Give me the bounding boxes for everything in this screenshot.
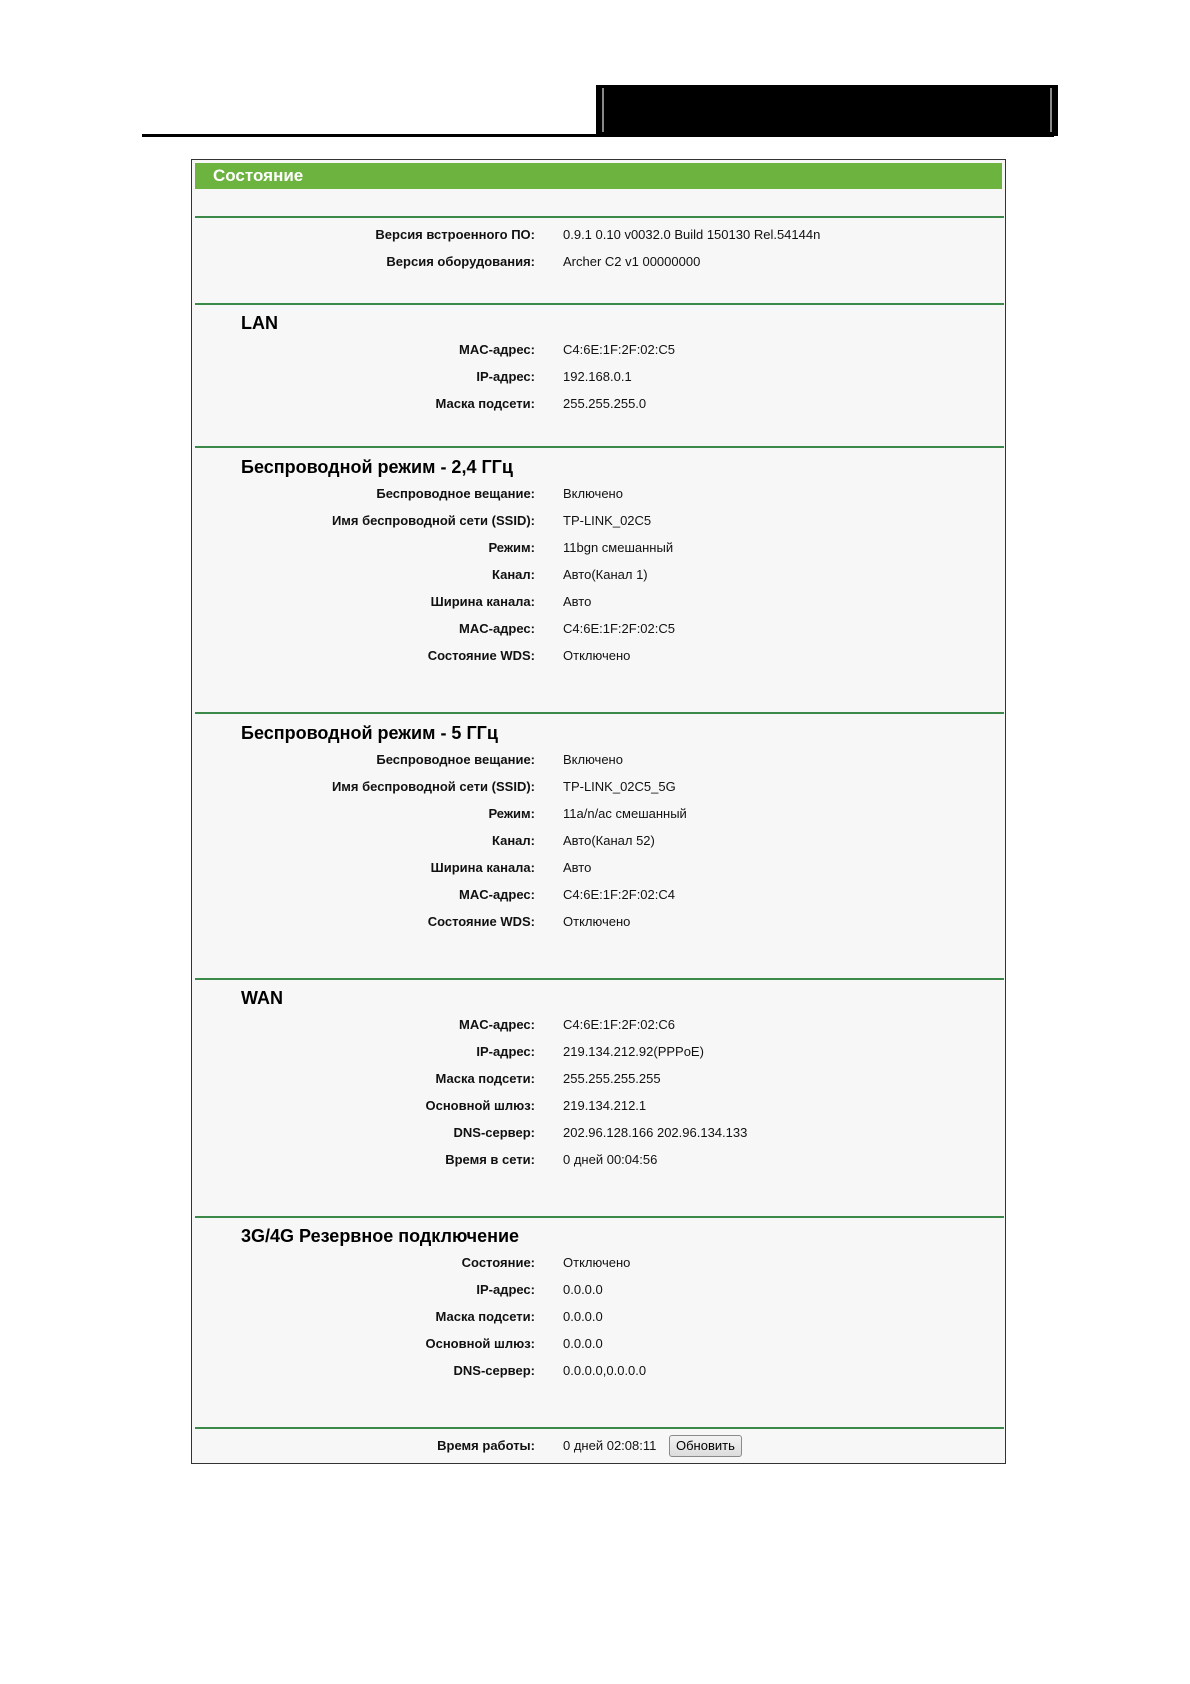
row-label: Маска подсети:: [435, 396, 535, 411]
row-value: 0.0.0.0,0.0.0.0: [563, 1363, 647, 1378]
info-row-wl5-wds: [192, 912, 1007, 932]
info-row-hardware-version: [192, 252, 1007, 272]
section-title-wan: WAN: [241, 988, 283, 1008]
section-divider: [195, 303, 1004, 305]
row-value: Отключено: [563, 1255, 631, 1270]
row-label: MAC-адрес:: [459, 1017, 535, 1032]
status-panel: [191, 159, 1006, 1464]
row-label: Маска подсети:: [435, 1309, 535, 1324]
uptime-value: 0 дней 02:08:11: [563, 1438, 657, 1453]
info-row-backup-status: [192, 1253, 1007, 1273]
info-row-wan-gateway: [192, 1096, 1007, 1116]
section-divider: [195, 1427, 1004, 1429]
row-value: Archer C2 v1 00000000: [563, 254, 701, 269]
info-row-wan-mask: [192, 1069, 1007, 1089]
panel-title: Состояние: [195, 163, 1002, 189]
info-row-wl5-mode: [192, 804, 1007, 824]
row-value: C4:6E:1F:2F:02:C5: [563, 342, 675, 357]
header-rule: [142, 134, 1054, 137]
info-row-backup-gateway: [192, 1334, 1007, 1354]
row-label: Время работы:: [437, 1438, 535, 1453]
row-value: Авто(Канал 52): [563, 833, 655, 848]
info-row-backup-dns: [192, 1361, 1007, 1381]
row-value: Включено: [563, 486, 623, 501]
row-label: Версия встроенного ПО:: [375, 227, 535, 242]
row-label: Состояние WDS:: [427, 648, 535, 663]
row-label: Версия оборудования:: [386, 254, 535, 269]
row-value: Авто: [563, 860, 592, 875]
row-value: 0 дней 00:04:56: [563, 1152, 658, 1167]
row-label: Состояние:: [461, 1255, 535, 1270]
section-title-wireless-24: Беспроводной режим - 2,4 ГГц: [241, 457, 513, 477]
row-value: 0.0.0.0: [563, 1309, 603, 1324]
row-label: DNS-сервер:: [453, 1125, 535, 1140]
row-value: C4:6E:1F:2F:02:C4: [563, 887, 675, 902]
row-value: Включено: [563, 752, 623, 767]
row-value: 192.168.0.1: [563, 369, 632, 384]
row-label: Имя беспроводной сети (SSID):: [331, 779, 535, 794]
header-banner: [596, 85, 1058, 136]
row-label: IP-адрес:: [476, 369, 535, 384]
row-label: Основной шлюз:: [425, 1098, 535, 1113]
info-row-wl24-broadcast: [192, 484, 1007, 504]
row-label: IP-адрес:: [476, 1044, 535, 1059]
header-banner-bar: [1050, 88, 1052, 132]
info-row-wl5-channel: [192, 831, 1007, 851]
row-label: Состояние WDS:: [427, 914, 535, 929]
info-row-wl5-width: [192, 858, 1007, 878]
info-row-wan-dns: [192, 1123, 1007, 1143]
section-title-lan: LAN: [241, 313, 278, 333]
info-row-uptime: [192, 1436, 1007, 1456]
row-value: 255.255.255.255: [563, 1071, 661, 1086]
section-divider: [195, 978, 1004, 980]
row-value: 0.0.0.0: [563, 1282, 603, 1297]
row-value: 0.9.1 0.10 v0032.0 Build 150130 Rel.54144n: [563, 227, 821, 242]
refresh-button[interactable]: Обновить: [669, 1435, 742, 1457]
row-value: 255.255.255.0: [563, 396, 647, 411]
info-row-wl5-mac: [192, 885, 1007, 905]
row-value: 219.134.212.1: [563, 1098, 647, 1113]
row-label: Ширина канала:: [430, 594, 535, 609]
row-label: Время в сети:: [445, 1152, 535, 1167]
info-row-wl24-mode: [192, 538, 1007, 558]
info-row-wl24-ssid: [192, 511, 1007, 531]
row-label: Режим:: [488, 540, 535, 555]
row-label: MAC-адрес:: [459, 887, 535, 902]
info-row-lan-mask: [192, 394, 1007, 414]
row-label: Канал:: [492, 833, 535, 848]
row-label: Основной шлюз:: [425, 1336, 535, 1351]
row-value: Авто(Канал 1): [563, 567, 648, 582]
info-row-wl5-ssid: [192, 777, 1007, 797]
row-label: Канал:: [492, 567, 535, 582]
row-value: Авто: [563, 594, 592, 609]
info-row-wan-ip: [192, 1042, 1007, 1062]
info-row-backup-mask: [192, 1307, 1007, 1327]
section-title-wireless-5: Беспроводной режим - 5 ГГц: [241, 723, 498, 743]
row-value: Отключено: [563, 914, 631, 929]
section-title-backup: 3G/4G Резервное подключение: [241, 1226, 520, 1246]
info-row-wl5-broadcast: [192, 750, 1007, 770]
info-row-wl24-wds: [192, 646, 1007, 666]
section-divider: [195, 712, 1004, 714]
row-value: 202.96.128.166 202.96.134.133: [563, 1125, 748, 1140]
row-label: Имя беспроводной сети (SSID):: [331, 513, 535, 528]
header-banner-bar: [602, 88, 604, 132]
row-label: Маска подсети:: [435, 1071, 535, 1086]
row-value: 11a/n/ac смешанный: [563, 806, 687, 821]
info-row-wl24-channel: [192, 565, 1007, 585]
row-label: Режим:: [488, 806, 535, 821]
row-value: C4:6E:1F:2F:02:C6: [563, 1017, 675, 1032]
section-divider: [195, 1216, 1004, 1218]
info-row-wl24-mac: [192, 619, 1007, 639]
row-value: Отключено: [563, 648, 631, 663]
info-row-backup-ip: [192, 1280, 1007, 1300]
row-label: Ширина канала:: [430, 860, 535, 875]
row-value: 0.0.0.0: [563, 1336, 603, 1351]
info-row-wan-online-time: [192, 1150, 1007, 1170]
row-value: TP-LINK_02C5_5G: [563, 779, 676, 794]
row-label: DNS-сервер:: [453, 1363, 535, 1378]
row-value: 11bgn смешанный: [563, 540, 674, 555]
info-row-firmware-version: [192, 225, 1007, 245]
row-value: 219.134.212.92(PPPoE): [563, 1044, 704, 1059]
info-row-wan-mac: [192, 1015, 1007, 1035]
row-label: Беспроводное вещание:: [376, 752, 535, 767]
row-label: MAC-адрес:: [459, 621, 535, 636]
section-divider: [195, 216, 1004, 218]
row-value: TP-LINK_02C5: [563, 513, 652, 528]
row-label: MAC-адрес:: [459, 342, 535, 357]
info-row-lan-mac: [192, 340, 1007, 360]
row-label: IP-адрес:: [476, 1282, 535, 1297]
row-label: Беспроводное вещание:: [376, 486, 535, 501]
info-row-lan-ip: [192, 367, 1007, 387]
info-row-wl24-width: [192, 592, 1007, 612]
row-value: C4:6E:1F:2F:02:C5: [563, 621, 675, 636]
section-divider: [195, 446, 1004, 448]
